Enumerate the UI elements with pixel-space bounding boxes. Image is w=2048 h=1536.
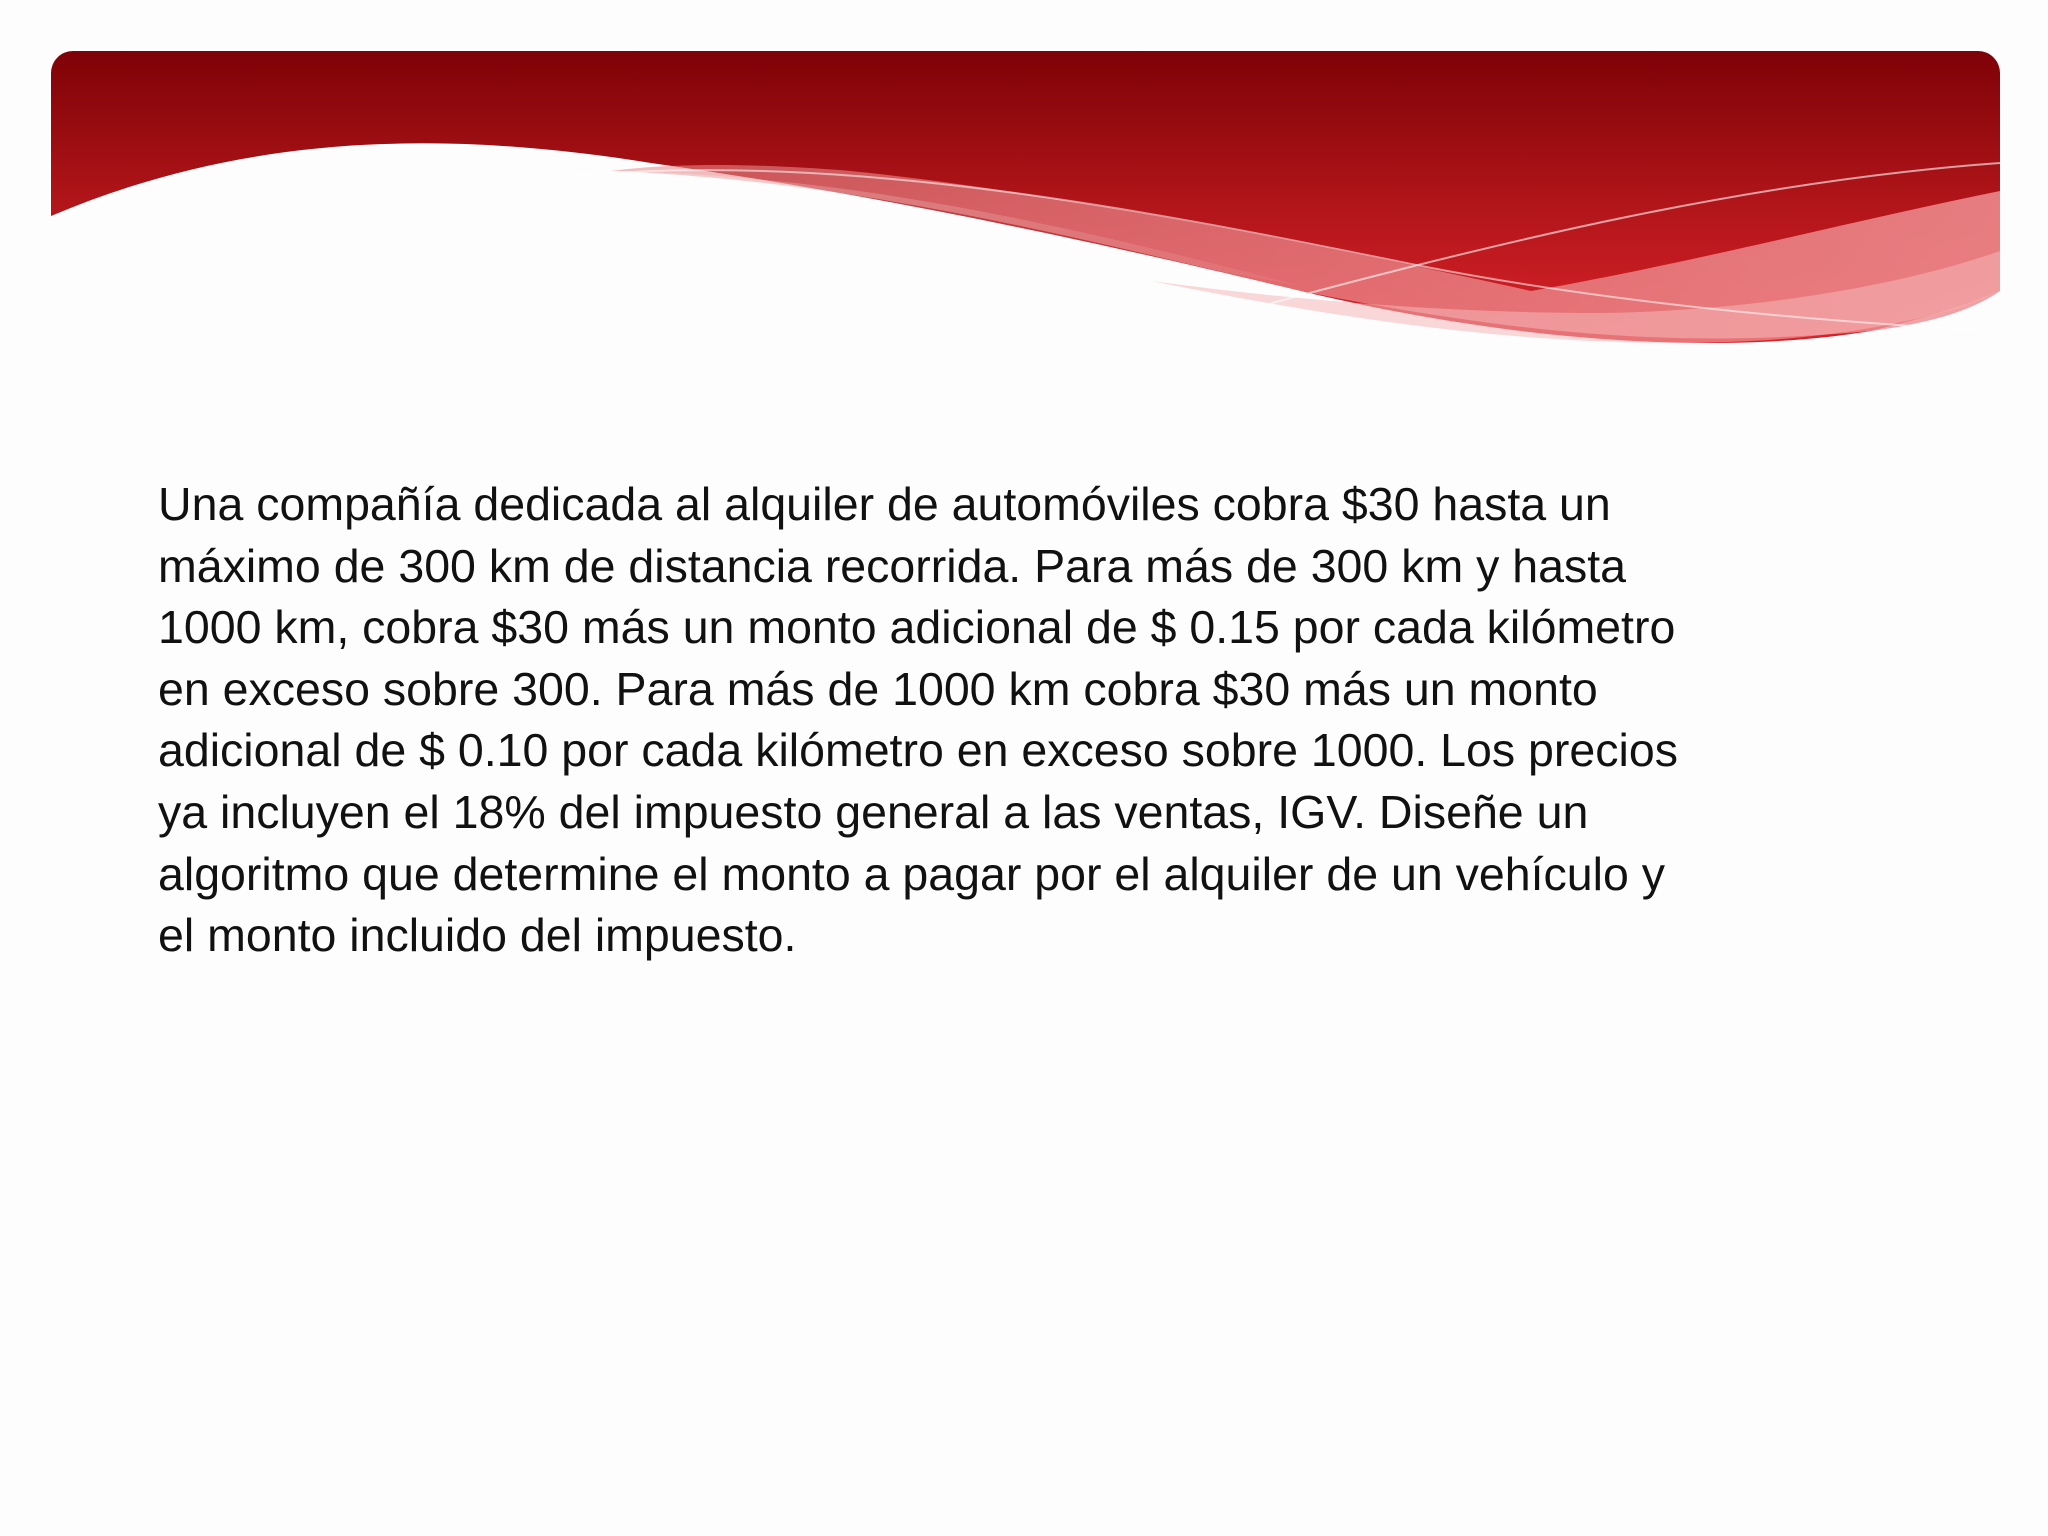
- header-wave-banner: [51, 51, 2000, 361]
- body-line: Una compañía dedicada al alquiler de automóviles cobra $30 hasta un: [158, 478, 1611, 530]
- body-line: 1000 km, cobra $30 más un monto adicional de $ 0.15 por cada kilómetro: [158, 601, 1676, 654]
- problem-statement: [158, 474, 1918, 967]
- body-line: en exceso sobre 300. Para más de 1000 km cobra $30 más un monto: [158, 662, 1598, 715]
- body-line: máximo de 300 km de distancia recorrida. Para más de 300 km y hasta: [158, 539, 1627, 592]
- body-line: algoritmo que determine el monto a pagar por el alquiler de un vehículo y: [158, 847, 1665, 900]
- body-line: ya incluyen el 18% del impuesto general a las ventas, IGV. Diseñe un: [158, 785, 1589, 838]
- body-line: el monto incluido del impuesto.: [158, 909, 797, 962]
- body-line: adicional de $ 0.10 por cada kilómetro en exceso sobre 1000. Los precios: [158, 724, 1678, 777]
